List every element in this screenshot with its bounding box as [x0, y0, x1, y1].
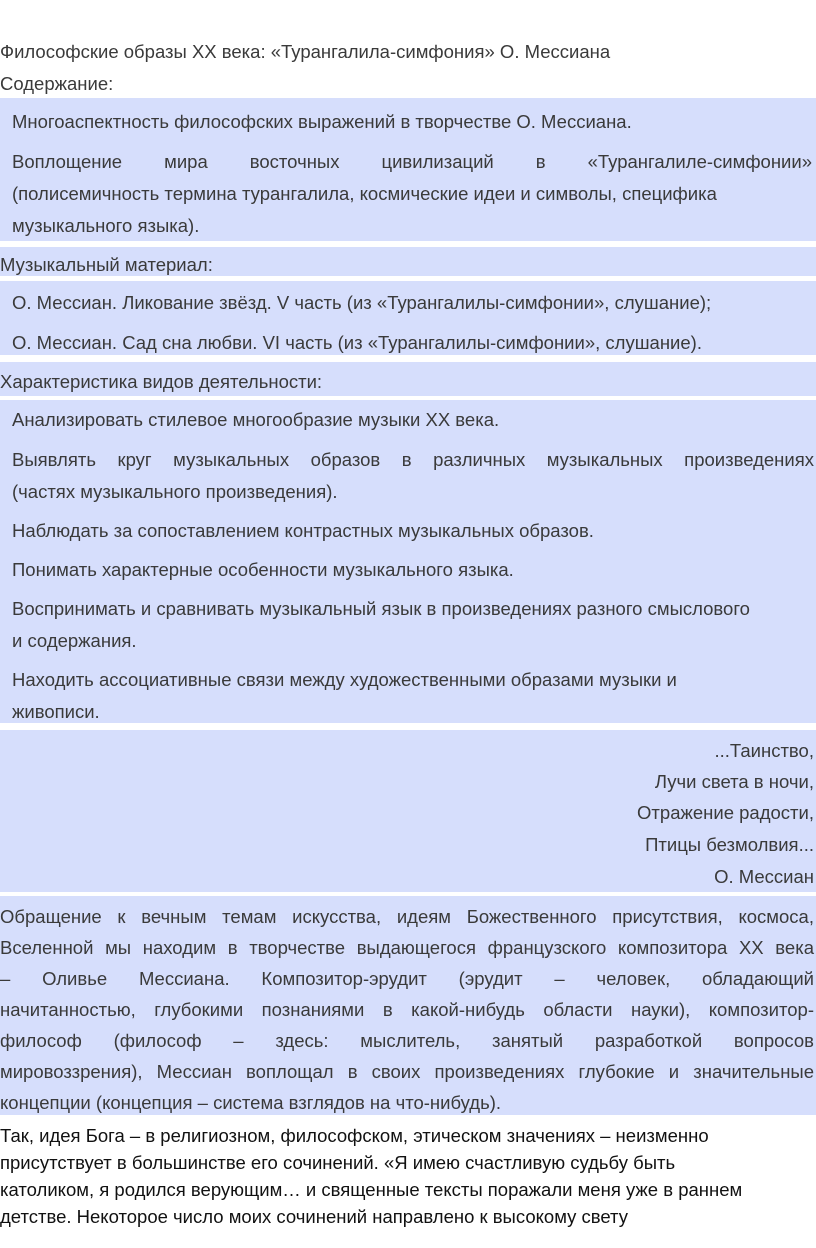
- contents-item-2-line-1: Воплощение мира восточных цивилизаций в «Турангалиле-симфонии»: [12, 151, 812, 172]
- epigraph-author: О. Мессиан: [714, 866, 814, 887]
- activity-5-line-1: Воспринимать и сравнивать музыкальный язык в произведениях разного смыслового: [12, 598, 750, 619]
- contents-item-1: Многоаспектность философских выражений в творчестве О. Мессиана.: [12, 111, 632, 132]
- paragraph1-line-5: философ (философ – здесь: мыслитель, занятый разработкой вопросов: [0, 1030, 814, 1051]
- paragraph2-line-2: присутствует в большинстве его сочинений. «Я имею счастливую судьбу быть: [0, 1152, 676, 1173]
- activities-heading: Характеристика видов деятельности:: [0, 371, 323, 392]
- paragraph1-line-3: – Оливье Мессиана. Композитор-эрудит (эрудит – человек, обладающий: [0, 968, 814, 989]
- activity-3: Наблюдать за сопоставлением контрастных музыкальных образов.: [12, 520, 594, 541]
- paragraph1-line-2: Вселенной мы находим в творчестве выдающегося французского композитора XX века: [0, 937, 814, 958]
- activity-6-line-1: Находить ассоциативные связи между художественными образами музыки и: [12, 669, 677, 690]
- epigraph-line-4: Птицы безмолвия...: [645, 834, 814, 855]
- activity-1: Анализировать стилевое многообразие музыки XX века.: [12, 409, 500, 430]
- music-item-1: О. Мессиан. Ликование звёзд. V часть (из «Турангалилы-симфонии», слушание);: [12, 292, 712, 313]
- paragraph2-line-1: Так, идея Бога – в религиозном, философском, этическом значениях – неизменно: [0, 1125, 709, 1146]
- epigraph-line-2: Лучи света в ночи,: [654, 771, 814, 792]
- epigraph-line-3: Отражение радости,: [637, 802, 814, 823]
- activity-2-line-1: Выявлять круг музыкальных образов в различных музыкальных произведениях: [12, 449, 814, 470]
- paragraph1-line-7: концепции (концепция – система взглядов на что-нибудь).: [0, 1092, 502, 1113]
- paragraph2-line-4: детстве. Некоторое число моих сочинений направлено к высокому свету: [0, 1206, 628, 1227]
- paragraph1-line-1: Обращение к вечным темам искусства, идеям Божественного присутствия, космоса,: [0, 906, 814, 927]
- paragraph1-line-6: мировоззрения), Мессиан воплощал в своих произведениях глубокие и значительные: [0, 1061, 814, 1082]
- paragraph2-line-3: католиком, я родился верующим… и священные тексты поражали меня уже в раннем: [0, 1179, 743, 1200]
- contents-item-2-line-2: (полисемичность термина турангалила, космические идеи и символы, специфика: [12, 183, 717, 204]
- activity-5-line-2: и содержания.: [12, 630, 137, 651]
- paragraph1-line-4: начитанностью, глубокими познаниями в какой-нибудь области науки), композитор-: [0, 999, 814, 1020]
- activity-2-line-2: (частях музыкального произведения).: [12, 481, 338, 502]
- page-title: Философские образы XX века: «Турангалила-симфония» О. Мессиана: [0, 41, 611, 62]
- activity-6-line-2: живописи.: [12, 701, 100, 722]
- contents-item-2-line-3: музыкального языка).: [12, 215, 200, 236]
- contents-heading: Содержание:: [0, 73, 114, 94]
- activity-4: Понимать характерные особенности музыкального языка.: [12, 559, 514, 580]
- epigraph-line-1: ...Таинство,: [714, 740, 814, 761]
- music-item-2: О. Мессиан. Сад сна любви. VI часть (из «Турангалилы-симфонии», слушание).: [12, 332, 702, 353]
- music-heading: Музыкальный материал:: [0, 254, 213, 275]
